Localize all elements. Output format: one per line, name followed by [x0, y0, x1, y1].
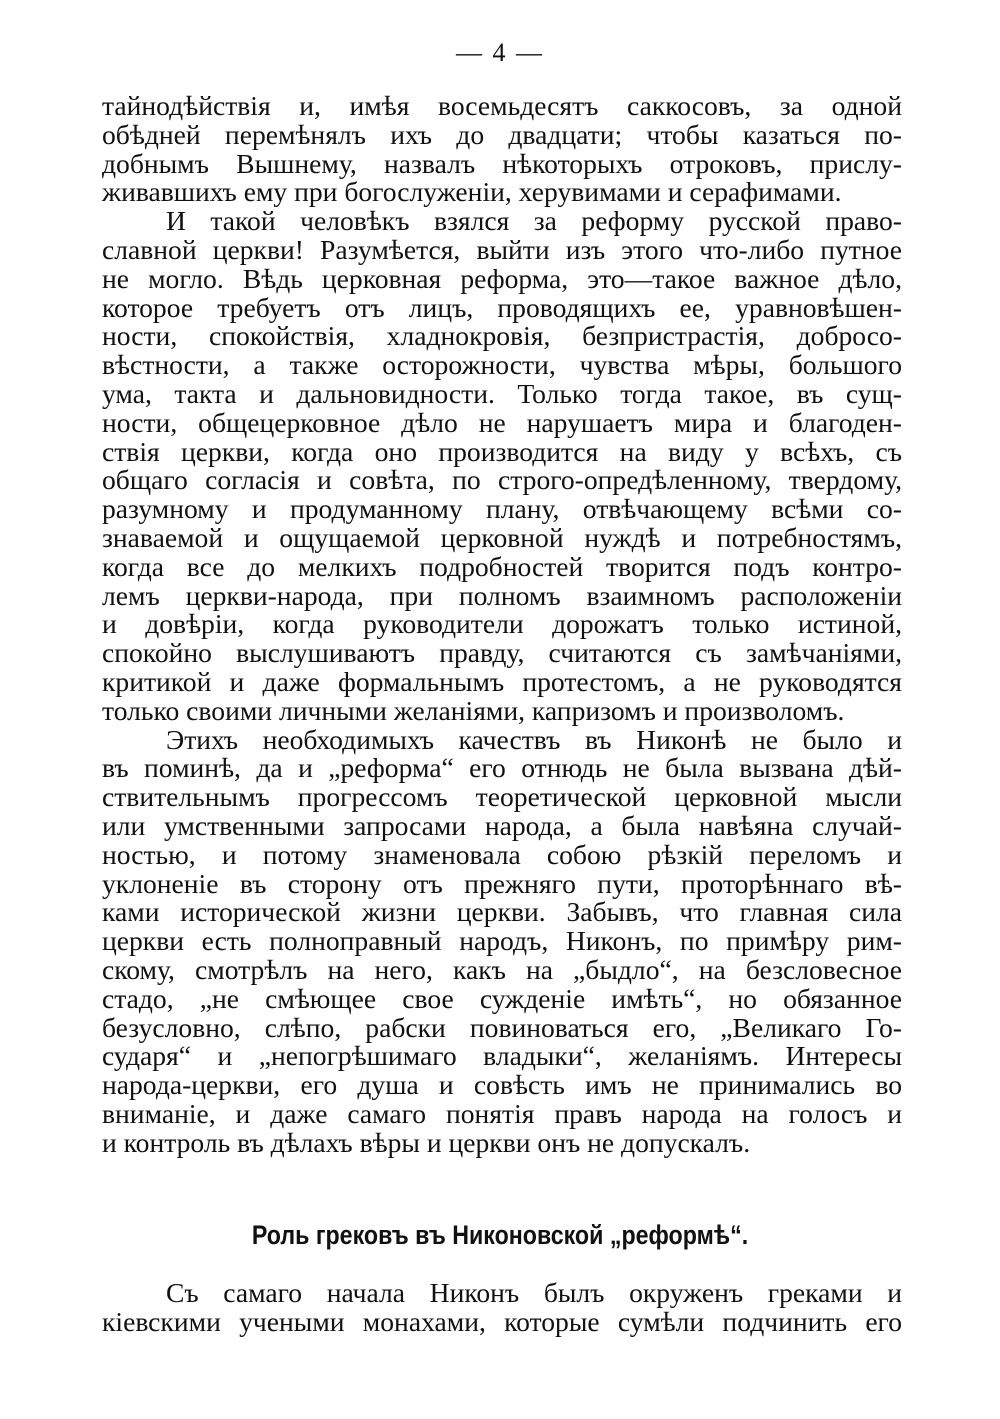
text-line: общаго согласія и совѣта, по строго-опредѣленному, твердому, — [102, 464, 902, 496]
text-line: тайнодѣйствія и, имѣя восемьдесятъ саккосовъ, за одной — [102, 90, 902, 121]
text-line: когда все до мелкихъ подробностей творится подъ контро- — [102, 550, 902, 582]
text-line: и контроль въ дѣлахъ вѣры и церкви онъ не допускалъ. — [102, 1126, 751, 1158]
text-line: разумному и продуманному плану, отвѣчающему всѣми со- — [102, 493, 902, 525]
text-line: спокойно выслушиваютъ правду, считаются съ замѣчаніями, — [102, 637, 902, 669]
main-text — [102, 92, 902, 1157]
text-line: скому, смотрѣлъ на него, какъ на „быдло“, на безсловесное — [102, 953, 902, 985]
text-line: обѣдней перемѣнялъ ихъ до двадцати; чтобы казаться по- — [102, 118, 902, 150]
text-line: ками исторической жизни церкви. Забывъ, что главная сила — [102, 896, 902, 928]
text-line: или умственными запросами народа, а была навѣяна случай- — [102, 809, 902, 841]
text-line: церкви есть полноправный народъ, Никонъ, по примѣру рим- — [102, 925, 902, 957]
text-line: Этихъ необходимыхъ качествъ въ Никонѣ не было и — [166, 723, 902, 755]
text-line: ствія церкви, когда оно производится на виду у всѣхъ, съ — [102, 435, 902, 467]
text-line: уклоненіе въ сторону отъ прежняго пути, проторѣннаго вѣ- — [102, 867, 902, 899]
text-line: лемъ церкви-народа, при полномъ взаимномъ расположеніи — [102, 579, 902, 611]
page-number: — 4 — — [456, 38, 544, 67]
text-line: знаваемой и ощущаемой церковной нуждѣ и потребностямъ, — [102, 521, 902, 553]
text-line: ности, спокойствія, хладнокровія, безпристрастія, добросо- — [102, 320, 902, 352]
text-line: стадо, „не смѣющее свое сужденіе имѣть“, но обязанное — [102, 982, 902, 1014]
text-line: безусловно, слѣпо, рабски повиноваться его, „Великаго Го- — [102, 1011, 902, 1043]
text-line: ума, такта и дальновидности. Только тогда такое, въ сущ- — [102, 377, 902, 409]
text-line: въ поминѣ, да и „реформа“ его отнюдь не была вызвана дѣй- — [102, 752, 902, 784]
text-line: ности, общецерковное дѣло не нарушаетъ мира и благоден- — [102, 406, 902, 438]
text-line: Съ самаго начала Никонъ былъ окруженъ греками и — [166, 1277, 902, 1308]
section-text — [102, 1279, 902, 1337]
text-line: только своими личными желаніями, капризомъ и произволомъ. — [102, 694, 845, 726]
section-heading: Роль грековъ въ Никоновской „реформѣ“. — [251, 1220, 749, 1250]
text-line: которое требуетъ отъ лицъ, проводящихъ ее, уравновѣшен- — [102, 291, 902, 323]
text-line: ностью, и потому знаменовала собою рѣзкій переломъ и — [102, 838, 902, 870]
text-line: ствительнымъ прогрессомъ теоретической церковной мысли — [102, 781, 902, 813]
text-line: добнымъ Вышнему, назвалъ нѣкоторыхъ отроковъ, прислу- — [102, 147, 902, 179]
text-line: критикой и даже формальнымъ протестомъ, а не руководятся — [102, 665, 902, 697]
text-line: И такой человѣкъ взялся за реформу русской право- — [166, 205, 902, 237]
text-line: вниманіе, и даже самаго понятія правъ народа на голосъ и — [102, 1097, 902, 1129]
text-line: сударя“ и „непогрѣшимаго владыки“, желаніямъ. Интересы — [102, 1040, 902, 1072]
text-line: не могло. Вѣдь церковная реформа, это—такое важное дѣло, — [102, 262, 902, 294]
text-line: и довѣріи, когда руководители дорожатъ только истиной, — [102, 608, 902, 640]
text-line: живавшихъ ему при богослуженіи, херувимами и серафимами. — [102, 176, 842, 208]
text-line: славной церкви! Разумѣется, выйти изъ этого что-либо путное — [102, 233, 902, 265]
text-line: народа-церкви, его душа и совѣсть имъ не принимались во — [102, 1069, 902, 1101]
text-line: вѣстности, а также осторожности, чувства мѣры, большого — [102, 349, 902, 381]
text-line: кіевскими учеными монахами, которые сумѣли подчинить его — [102, 1305, 902, 1337]
